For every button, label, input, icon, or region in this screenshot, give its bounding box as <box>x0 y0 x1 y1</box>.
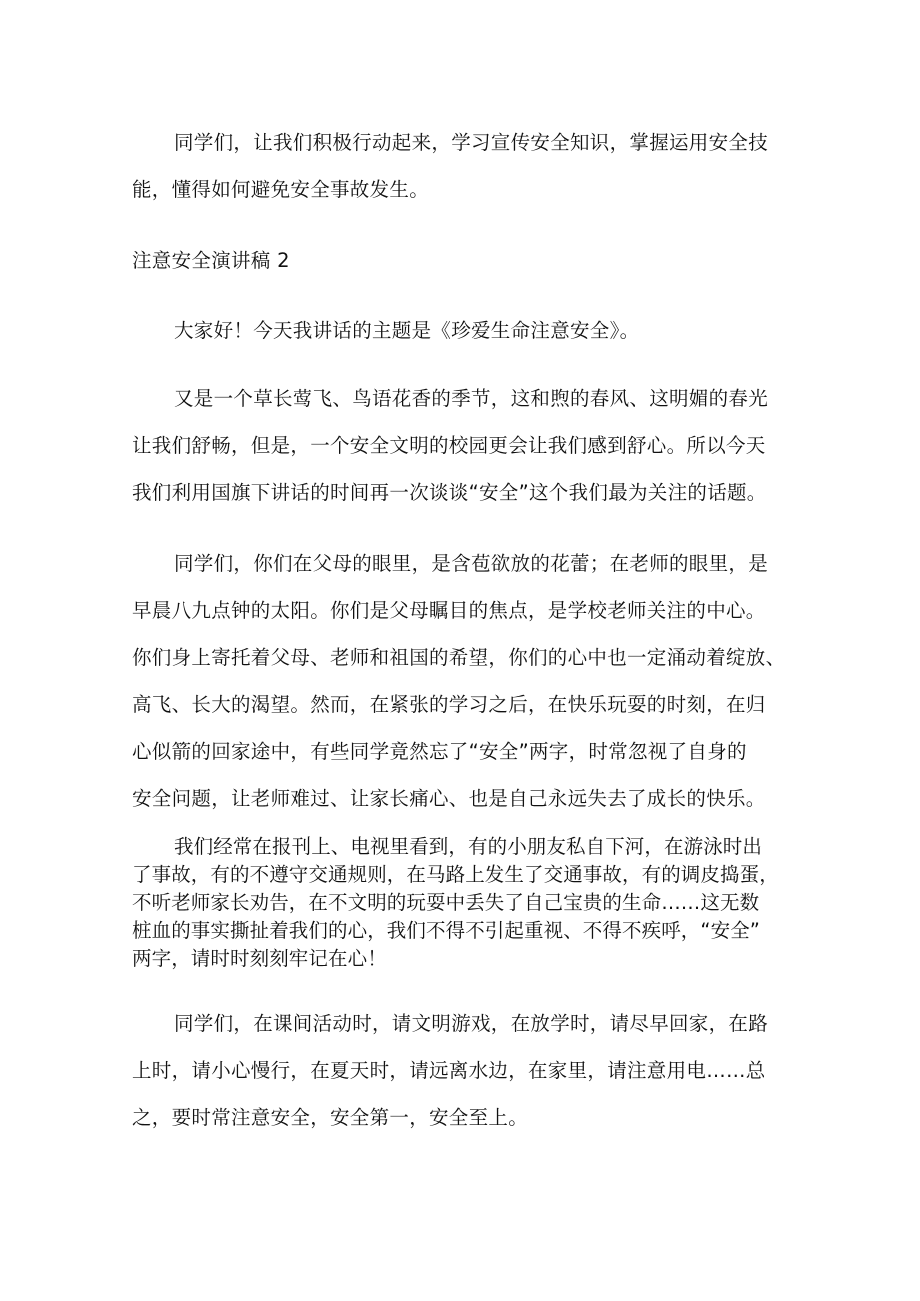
text-line: 同学们，在课间活动时，请文明游戏，在放学时，请尽早回家，在路 <box>174 1012 769 1035</box>
text-line: 安全问题，让老师难过、让家长痛心、也是自己永远失去了成长的快乐。 <box>132 787 766 810</box>
text-line: 我们经常在报刊上、电视里看到，有的小朋友私自下河，在游泳时出 <box>174 835 763 858</box>
text-line: 高飞、长大的渴望。然而，在紧张的学习之后，在快乐玩耍的时刻，在归 <box>132 693 766 716</box>
text-line: 心似箭的回家途中，有些同学竟然忘了“安全”两字，时常忽视了自身的 <box>132 740 747 763</box>
text-line: 你们身上寄托着父母、老师和祖国的希望，你们的心中也一定涌动着绽放、 <box>132 646 786 669</box>
text-line: 桩血的事实撕扯着我们的心，我们不得不引起重视、不得不疾呼，“安全” <box>132 919 761 942</box>
text-line: 同学们，你们在父母的眼里，是含苞欲放的花蕾；在老师的眼里，是 <box>174 552 769 575</box>
text-line: 能，懂得如何避免安全事故发生。 <box>132 178 430 201</box>
text-line: 又是一个草长莺飞、鸟语花香的季节，这和煦的春风、这明媚的春光 <box>174 387 769 410</box>
text-line: 不听老师家长劝告，在不文明的玩耍中丢失了自己宝贵的生命……这无数 <box>132 891 760 914</box>
text-line: 上时，请小心慢行，在夏天时，请远离水边，在家里，请注意用电……总 <box>132 1059 766 1082</box>
paragraph-greeting: 大家好！今天我讲话的主题是《珍爱生命注意安全》。 <box>174 319 640 342</box>
text-line: 之，要时常注意安全，安全第一，安全至上。 <box>132 1106 529 1129</box>
text-line: 我们利用国旗下讲话的时间再一次谈谈“安全”这个我们最为关注的话题。 <box>132 481 767 504</box>
text-line: 让我们舒畅，但是，一个安全文明的校园更会让我们感到舒心。所以今天 <box>132 434 766 457</box>
section-heading: 注意安全演讲稿 2 <box>132 249 290 272</box>
text-line: 早晨八九点钟的太阳。你们是父母瞩目的焦点，是学校老师关注的中心。 <box>132 599 766 622</box>
text-line: 两字，请时时刻刻牢记在心！ <box>132 947 387 970</box>
text-line: 同学们，让我们积极行动起来，学习宣传安全知识，掌握运用安全技 <box>174 131 769 154</box>
text-line: 了事故，有的不遵守交通规则，在马路上发生了交通事故，有的调皮捣蛋， <box>132 863 779 886</box>
